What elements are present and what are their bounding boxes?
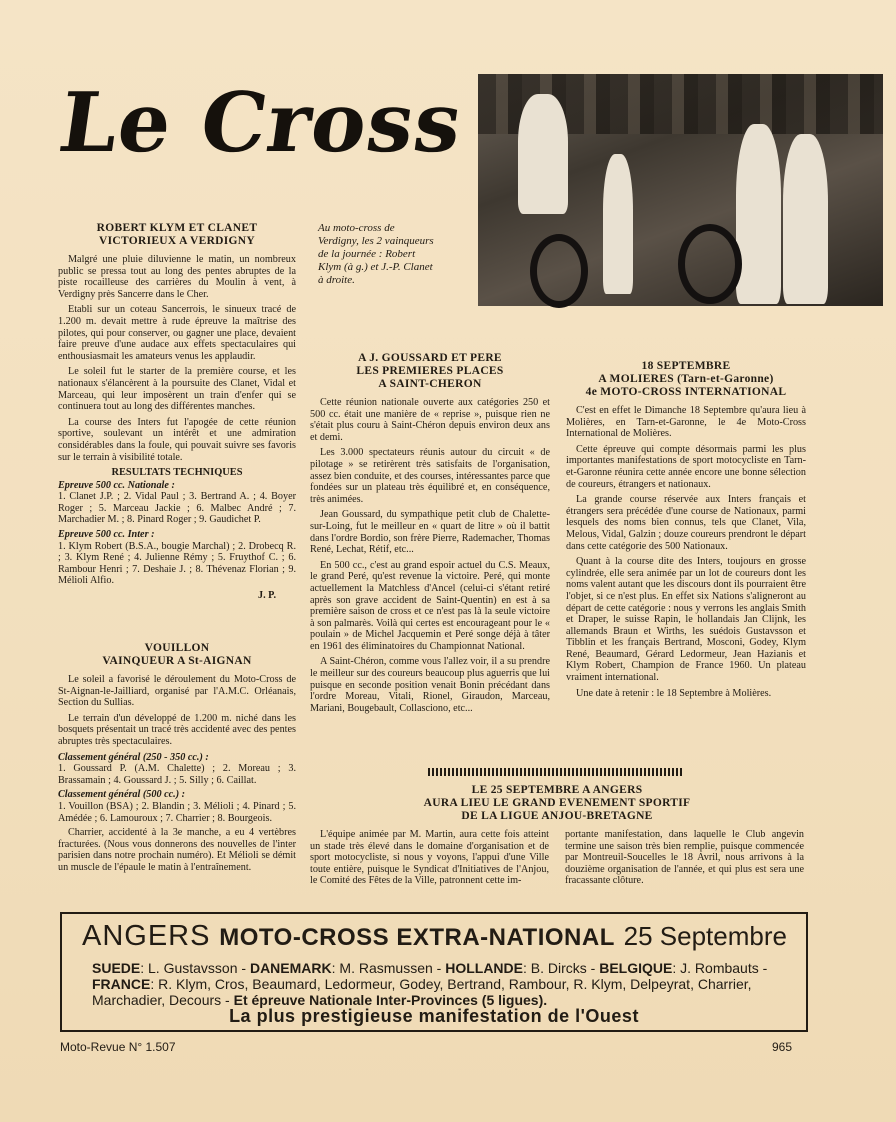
molieres-paragraph: Quant à la course dite des Inters, toujours en grosse cylindrée, elle sera animée par un lot de coureurs dont les noms valent autant que les discours dont ils pourraient être l'objet, si ce n'est plus. En effet six Nations s'aligneront au départ de cette catégorie : nous y verrons les anglais Smith et Draper, le suisse Rapin, le hollandais Jan Clijnk, les allemands Braun et Wirths, les suédois Gustavsson et Tibblin et les français Bertrand, Mosconi, Godey, Klym René, Beaumard, Gérard Ledormeur, Jean Hazianis et Klym Robert, Champion de France 1960. Un plateau vraiment international. bbox=[566, 556, 806, 684]
ad-country: BELGIQUE bbox=[599, 960, 673, 976]
angers-body bbox=[310, 829, 804, 887]
vouillon-results-250-350: 1. Goussard P. (A.M. Chalette) ; 2. Moreau ; 3. Brassamain ; 4. Goussard J. ; 5. Silly ; 6. Caillat. bbox=[58, 763, 296, 786]
angers-paragraph: portante manifestation, dans laquelle le Club angevin termine une saison très bien remplie, puisque commencée par Montreuil-Soucelles le 18 Avril, nous arrivons à la douzième organisation de l'année, et qui plus est sera une fracassante clôture. bbox=[565, 829, 804, 887]
angers-advertisement bbox=[60, 912, 808, 1032]
molieres-title-line-2: A MOLIERES (Tarn-et-Garonne) bbox=[598, 373, 774, 385]
ad-event: MOTO-CROSS EXTRA-NATIONAL bbox=[219, 924, 615, 951]
angers-title-line-3: DE LA LIGUE ANJOU-BRETAGNE bbox=[461, 810, 653, 822]
goussard-paragraph: Cette réunion nationale ouverte aux catégories 250 et 500 cc. était une manière de « reprise », puisque rien ne s'était plus couru à Saint-Chéron depuis environ deux ans et demi. bbox=[310, 397, 550, 443]
masthead-title: Le Cross bbox=[53, 75, 469, 171]
photo-motorcycle-wheel-right bbox=[678, 224, 742, 304]
ad-riders-list bbox=[92, 960, 782, 1008]
verdigny-title-line-2: VICTORIEUX A VERDIGNY bbox=[98, 235, 256, 247]
ad-city: ANGERS bbox=[82, 920, 211, 952]
photo-rider-left bbox=[518, 94, 568, 214]
photo-child bbox=[603, 154, 633, 294]
verdigny-category-national: Epreuve 500 cc. Nationale : bbox=[58, 479, 175, 491]
ad-header bbox=[82, 920, 787, 953]
goussard-paragraph: En 500 cc., c'est au grand espoir actuel du C.S. Meaux, le grand Peré, qu'est revenue la victoire. Peré, qui monte actuellement la Matchless d'Ancel (celui-ci s'étant retiré après son grave accident de Saint-Quentin) en est à sa première saison de cross et ce n'est pas là la seule victoire à son palmarès. Voilà qui certes est encourageant pour le « poulain » de Michel Jacquemin et Peré songe déjà à tâter en 1961 des éliminatoires du Championnat National. bbox=[310, 559, 550, 652]
article-verdigny bbox=[58, 222, 296, 602]
vouillon-title-line-1: VOUILLON bbox=[144, 642, 210, 654]
angers-paragraph: L'équipe animée par M. Martin, aura cette fois atteint un stade très élevé dans le domaine d'organisation et de sport motocycliste, si nous y voyons, l'appui d'une Ville toute entière, puisque le Syndicat d'Initiatives de l'Anjou, le Comité des Fêtes de la Ville, patronnent cette im- bbox=[310, 829, 549, 887]
ad-riders: : B. Dircks - bbox=[523, 960, 600, 976]
molieres-title-line-3: 4e MOTO-CROSS INTERNATIONAL bbox=[585, 386, 787, 398]
molieres-paragraph: C'est en effet le Dimanche 18 Septembre qu'aura lieu à Molières, en Tarn-et-Garonne, le 4e Moto-Cross International de Molières. bbox=[566, 405, 806, 440]
verdigny-results-title: RESULTATS TECHNIQUES bbox=[111, 467, 243, 479]
ad-country: HOLLANDE bbox=[445, 960, 523, 976]
vouillon-headline bbox=[58, 642, 296, 668]
angers-title-line-2: AURA LIEU LE GRAND EVENEMENT SPORTIF bbox=[423, 797, 691, 809]
verdigny-headline bbox=[58, 222, 296, 248]
race-winners-photo bbox=[478, 74, 883, 306]
verdigny-paragraph: Le soleil fut le starter de la première course, et les nationaux s'élancèrent à la poursuite des Clanet, Vidal et Marceau, qui leur imposèrent un train d'enfer qui se continuera tout au long des différentes manches. bbox=[58, 366, 296, 413]
ad-country: FRANCE bbox=[92, 976, 151, 992]
page-number: 965 bbox=[772, 1040, 793, 1054]
decorative-divider bbox=[428, 768, 683, 776]
goussard-paragraph: Jean Goussard, du sympathique petit club de Chalette-sur-Loing, fut le meilleur en « quart de litre » où il battit dans l'ordre Bordio, son frère Pierre, Rademacher, Thomas René, Lechat, Rétif, etc... bbox=[310, 509, 550, 556]
ad-riders: : L. Gustavsson - bbox=[140, 960, 250, 976]
verdigny-paragraph: La course des Inters fut l'apogée de cette réunion sportive, soulevant un intérêt et une admiration considérables dans la foule, qui pouvait suivre ses favoris sur le terrain à visibilité totale. bbox=[58, 416, 296, 463]
vouillon-paragraph: Le terrain d'un développé de 1.200 m. niché dans les bosquets présentait un tracé très accidenté avec des pentes abruptes très spectaculaires. bbox=[58, 712, 296, 747]
photo-caption: Au moto-cross de Verdigny, les 2 vainqueurs de la journée : Robert Klym (à g.) et J.-P. Clanet à droite. bbox=[318, 222, 434, 286]
vouillon-paragraph: Le soleil a favorisé le déroulement du Moto-Cross de St-Aignan-le-Jailliard, organisé par l'A.M.C. Orléanais, Section du Sullias. bbox=[58, 674, 296, 709]
molieres-paragraph: Une date à retenir : le 18 Septembre à Molières. bbox=[576, 687, 772, 699]
goussard-title-line-1: A J. GOUSSARD ET PERE bbox=[358, 352, 502, 364]
molieres-title-line-1: 18 SEPTEMBRE bbox=[641, 360, 731, 372]
ad-riders: : M. Rasmussen - bbox=[331, 960, 446, 976]
verdigny-paragraph: Etabli sur un coteau Sancerrois, le sinueux tracé de 1.200 m. devait mettre à rude épreuve la maîtrise des pilotes, qui pour conserver, ou gagner une place, devaient faire preuve d'une audace aux effets spectaculaires qui enthousiasmait les amateurs venus les applaudir. bbox=[58, 304, 296, 362]
angers-headline bbox=[310, 784, 804, 823]
ad-country: DANEMARK bbox=[249, 960, 332, 976]
vouillon-paragraph: Charrier, accidenté à la 3e manche, a eu 4 vertèbres fracturées. (Nous vous donnerons des nouvelles de l'inter parisien dans notre prochain numéro). Et Mélioli se démit un muscle de l'épaule le matin à l'entraînement. bbox=[58, 827, 296, 873]
vouillon-results-500: 1. Vouillon (BSA) ; 2. Blandin ; 3. Mélioli ; 4. Pinard ; 5. Amédée ; 6. Lamouroux ; 7. Charrier ; 8. Bourgeois. bbox=[58, 800, 296, 824]
goussard-title-line-2: LES PREMIERES PLACES bbox=[356, 365, 504, 377]
molieres-paragraph: Cette épreuve qui compte désormais parmi les plus importantes manifestations de sport motocycliste en Tarn-et-Garonne réunira cette année encore une bonne sélection de coureurs, étrangers et nationaux. bbox=[566, 443, 806, 490]
verdigny-results-national: 1. Clanet J.P. ; 2. Vidal Paul ; 3. Bertrand A. ; 4. Boyer Roger ; 5. Marceau Jackie ; 6. Malbec André ; 7. Marchadier M. ; 8. Pinard Roger ; 9. Gaudichet P. bbox=[58, 491, 296, 526]
article-molieres bbox=[566, 360, 806, 703]
vouillon-title-line-2: VAINQUEUR A St-AIGNAN bbox=[102, 655, 252, 667]
goussard-paragraph: A Saint-Chéron, comme vous l'allez voir, il a su prendre le meilleur sur des coureurs beaucoup plus aguerris que lui puisque en seconde position venait Bonin précédant dans l'ordre Moreau, Vitali, Rionel, Giraudon, Marceau, Mariani, Bougebault, Collasciono, etc... bbox=[310, 656, 550, 714]
molieres-paragraph: La grande course réservée aux Inters français et étrangers sera précédée d'une course de Nationaux, parmi lesquels des noms bien connus, tels que Clanet, Vila, Melous, Vidal, Galzin ; douze coureurs prendront le départ dans cette catégorie des 500 Nationaux. bbox=[566, 494, 806, 552]
ad-date: 25 Septembre bbox=[623, 921, 787, 951]
photo-motorcycle-wheel-left bbox=[530, 234, 588, 308]
photo-woman-1 bbox=[736, 124, 781, 304]
article-vouillon bbox=[58, 642, 296, 878]
ad-extra: Et épreuve Nationale Inter-Provinces (5 ligues). bbox=[233, 992, 548, 1008]
ad-riders: : R. Klym, Cros, Beaumard, Ledormeur, Godey, Bertrand, Rambour, R. Klym, Delpeyrat, Charrier, Marchadier, Decours - bbox=[92, 976, 752, 1008]
vouillon-category-500: Classement général (500 cc.) : bbox=[58, 789, 186, 801]
verdigny-paragraph: Malgré une pluie diluvienne le matin, un nombreux public se pressa tout au long des pentes abruptes de la piste rocailleuse des carrières du Moulin à vent, à Verdigny près Sancerre dans le Cher. bbox=[58, 254, 296, 300]
ad-country: SUEDE bbox=[92, 960, 141, 976]
issue-number: Moto-Revue N° 1.507 bbox=[60, 1040, 176, 1054]
verdigny-category-inter: Epreuve 500 cc. Inter : bbox=[58, 529, 155, 541]
verdigny-results-inter: 1. Klym Robert (B.S.A., bougie Marchal) ; 2. Drobecq R. ; 3. Klym René ; 4. Julienne Rémy ; 5. Fruythof C. ; 6. Rambour Henri ; 7. Deshaie J. ; 8. Thévenaz Florian ; 9. Mélioli Alfio. bbox=[58, 540, 296, 587]
photo-woman-2 bbox=[783, 134, 828, 304]
angers-title-line-1: LE 25 SEPTEMBRE A ANGERS bbox=[471, 784, 643, 796]
article-angers bbox=[310, 784, 804, 887]
ad-riders: : J. Rombauts - bbox=[672, 960, 768, 976]
verdigny-signature: J. P. bbox=[257, 590, 276, 602]
verdigny-title-line-1: ROBERT KLYM ET CLANET bbox=[96, 222, 258, 234]
molieres-headline bbox=[566, 360, 806, 399]
vouillon-category-250-350: Classement général (250 - 350 cc.) : bbox=[58, 751, 209, 763]
goussard-paragraph: Les 3.000 spectateurs réunis autour du circuit « de pilotage » se retirèrent très satisfaits de l'organisation, assez bien conduite, et des courses, intéressantes parce que fondées sur un plateau très équilibré et, en conséquence, très animées. bbox=[310, 447, 550, 505]
goussard-headline bbox=[310, 352, 550, 391]
article-goussard bbox=[310, 352, 550, 718]
ad-slogan: La plus prestigieuse manifestation de l'Ouest bbox=[229, 1006, 639, 1026]
goussard-title-line-3: A SAINT-CHERON bbox=[378, 378, 482, 390]
